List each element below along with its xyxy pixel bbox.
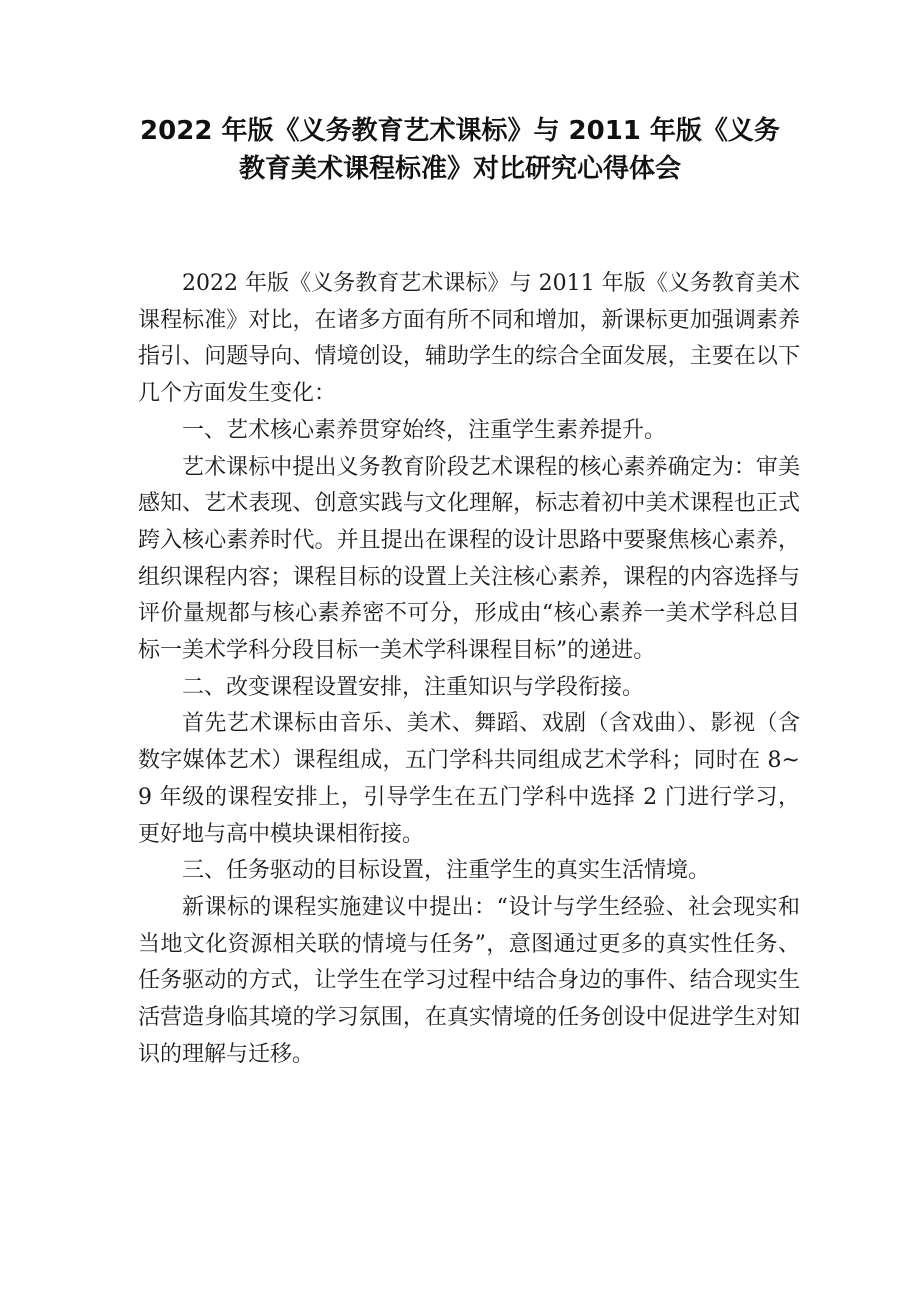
section-heading-1: 一、艺术核心素养贯穿始终，注重学生素养提升。 xyxy=(182,417,667,443)
paragraph-section-3: 新课标的课程实施建议中提出：“设计与学生经验、社会现实和当地文化资源相关联的情境与任务”，意图通过更多的真实性任务、任务驱动的方式，让学生在学习过程中结合身边的事件、结合现实生活营造身临其境的学习氛围，在真实情境的任务创设中促进学生对知识的理解与迁移。 xyxy=(138,894,800,1067)
paragraph-section-1: 艺术课标中提出义务教育阶段艺术课程的核心素养确定为：审美感知、艺术表现、创意实践与文化理解，标志着初中美术课程也正式跨入核心素养时代。并且提出在课程的设计思路中要聚焦核心素养，组织课程内容；课程目标的设置上关注核心素养，课程的内容选择与评价量规都与核心素养密不可分，形成由“核心素养一美术学科总目标一美术学科分段目标一美术学科课程目标”的递进。 xyxy=(138,454,800,664)
title-line-1: 2022 年版《义务教育艺术课标》与 2011 年版《义务 xyxy=(140,116,780,146)
title-line-2: 教育美术课程标准》对比研究心得体会 xyxy=(238,154,681,184)
section-heading-3: 三、任务驱动的目标设置，注重学生的真实生活情境。 xyxy=(182,858,711,884)
paragraph-intro: 2022 年版《义务教育艺术课标》与 2011 年版《义务教育美术课程标准》对比，在诸多方面有所不同和增加，新课标更加强调素养指引、问题导向、情境创设，辅助学生的综合全面发展，主要在以下几个方面发生变化： xyxy=(138,271,800,407)
section-heading-2: 二、改变课程设置安排，注重知识与学段衔接。 xyxy=(182,674,645,700)
document-title xyxy=(140,112,780,188)
paragraph-section-2: 首先艺术课标由音乐、美术、舞蹈、戏剧（含戏曲）、影视（含数字媒体艺术）课程组成，五门学科共同组成艺术学科；同时在 8~9 年级的课程安排上，引导学生在五门学科中选择 2 门进行学习，更好地与高中模块课相衔接。 xyxy=(138,711,800,847)
document-body xyxy=(138,266,800,1073)
